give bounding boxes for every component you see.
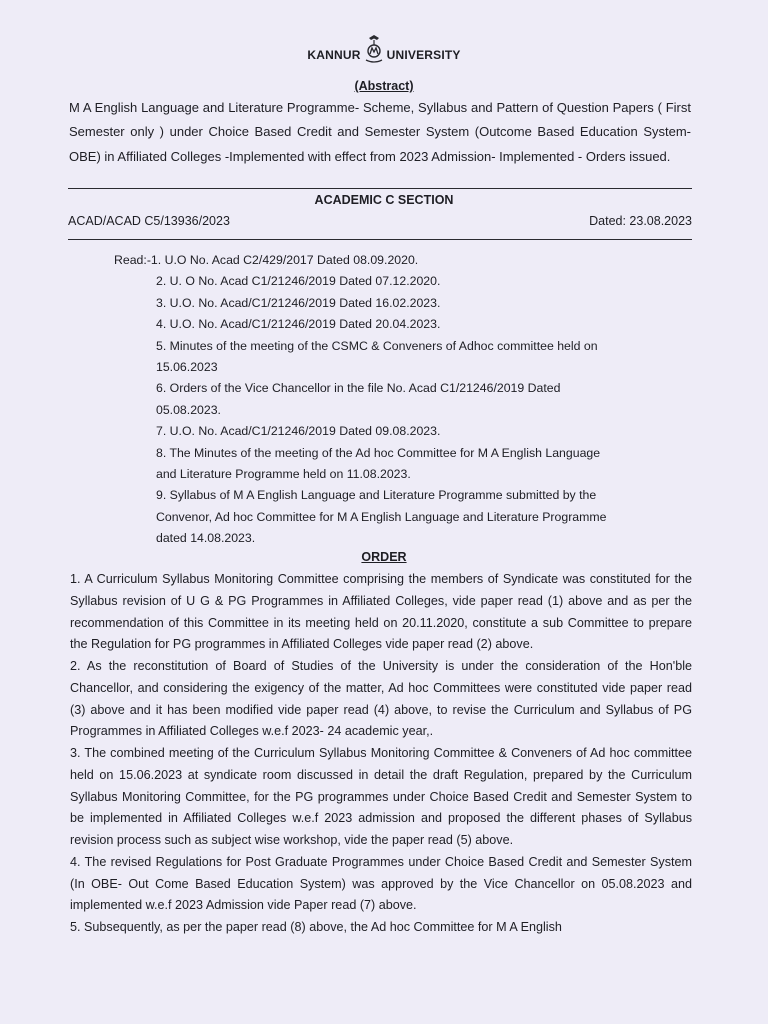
- section-title: ACADEMIC C SECTION: [314, 193, 454, 207]
- university-header: [0, 34, 768, 64]
- read-item: 05.08.2023.: [156, 402, 221, 417]
- top-divider: [68, 188, 692, 189]
- university-name: [307, 34, 460, 62]
- read-item: 4. U.O. No. Acad/C1/21246/2019 Dated 20.04.2023.: [156, 317, 441, 332]
- read-item: Convenor, Ad hoc Committee for M A English Language and Literature Programme: [156, 509, 607, 524]
- read-item: 7. U.O. No. Acad/C1/21246/2019 Dated 09.08.2023.: [156, 424, 441, 439]
- read-item: 9. Syllabus of M A English Language and Literature Programme submitted by the: [156, 488, 597, 503]
- read-references: [114, 250, 694, 550]
- read-item: and Literature Programme held on 11.08.2023.: [156, 467, 411, 482]
- order-paragraph: 4. The revised Regulations for Post Graduate Programmes under Choice Based Credit and Semester System (In OBE- Out Come Based Education System) was approved by the Vice Chancellor on 05.08.2023 and implemented w.e.f 2023 Admission vide Paper read (7) above.: [70, 854, 692, 913]
- reference-number: ACAD/ACAD C5/13936/2023: [68, 214, 230, 228]
- read-item: 15.06.2023: [156, 360, 218, 375]
- order-paragraph: 3. The combined meeting of the Curriculum Syllabus Monitoring Committee & Conveners of Ad hoc committee held on 15.06.2023 at syndicate room discussed in detail the draft Regulation, prepared by the Curriculum Syllabus Monitoring Committee, for the PG programmes under Choice Based Credit and Semester System to be implemented in Affiliated Colleges w.e.f 2023 admission and proposed the different phases of Syllabus revision process such as subject wise workshop, vide the paper read (5) above.: [70, 746, 692, 847]
- order-paragraphs: [70, 569, 692, 939]
- order-paragraph: 1. A Curriculum Syllabus Monitoring Committee comprising the members of Syndicate was constituted for the Syllabus revision of U G & PG Programmes in Affiliated Colleges, vide paper read (1) above and as per the recommendation of this Committee in its meeting held on 20.11.2020, constitute a sub Committee to prepare the Regulation for PG programmes in Affiliated Colleges vide paper read (2) above.: [70, 572, 692, 652]
- reference-line: [68, 214, 692, 228]
- university-name-left: KANNUR: [307, 48, 361, 62]
- read-item: 8. The Minutes of the meeting of the Ad hoc Committee for M A English Language: [156, 445, 601, 460]
- read-item: 2. U. O No. Acad C1/21246/2019 Dated 07.12.2020.: [156, 274, 441, 289]
- bottom-divider: [68, 239, 692, 240]
- subject-text: M A English Language and Literature Programme- Scheme, Syllabus and Pattern of Question Papers ( First Semester only ) under Choice Based Credit and Semester System (Outcome Based Education System-OBE) in Affiliated Colleges -Implemented with effect from 2023 Admission- Implemented - Orders issued.: [69, 100, 691, 164]
- order-date: Dated: 23.08.2023: [589, 214, 692, 228]
- order-paragraph: 5. Subsequently, as per the paper read (8) above, the Ad hoc Committee for M A English: [70, 920, 562, 934]
- read-item: dated 14.08.2023.: [156, 531, 256, 546]
- order-heading: ORDER: [361, 550, 407, 564]
- university-name-right: UNIVERSITY: [386, 48, 461, 62]
- abstract-heading: (Abstract): [354, 79, 414, 93]
- read-item: 6. Orders of the Vice Chancellor in the file No. Acad C1/21246/2019 Dated: [156, 381, 561, 396]
- read-item: 5. Minutes of the meeting of the CSMC & Conveners of Adhoc committee held on: [156, 338, 598, 353]
- order-paragraph: 2. As the reconstitution of Board of Studies of the University is under the consideration of the Hon'ble Chancellor, and considering the exigency of the matter, Ad hoc Committees were constituted vide paper read (3) above and it has been modified vide paper read (4) above, to revise the Curriculum and Syllabus of PG Programmes in Affiliated Colleges w.e.f 2023- 24 academic year,.: [70, 659, 692, 739]
- university-emblem-icon: [363, 34, 385, 64]
- read-item: Read:-1. U.O No. Acad C2/429/2017 Dated 08.09.2020.: [114, 253, 419, 267]
- read-item: 3. U.O. No. Acad/C1/21246/2019 Dated 16.02.2023.: [156, 295, 441, 310]
